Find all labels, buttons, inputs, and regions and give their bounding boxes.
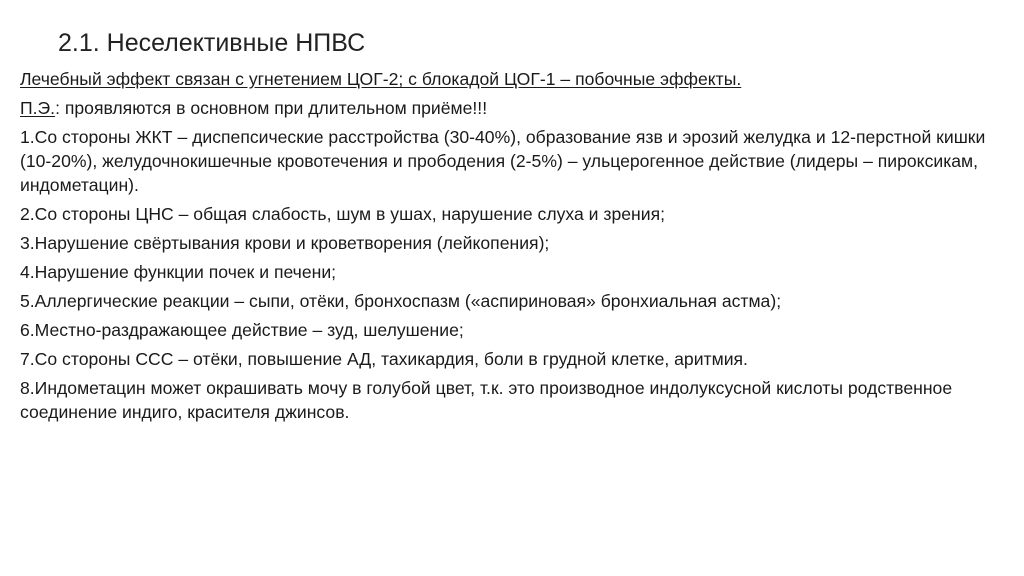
- list-item-8: 8.Индометацин может окрашивать мочу в голубой цвет, т.к. это производное индолуксусной кислоты родственное соединение индиго, красителя джинсов.: [20, 378, 953, 422]
- list-item-4: 4.Нарушение функции почек и печени;: [20, 262, 337, 282]
- slide-body: [20, 67, 1010, 429]
- slide-title: 2.1. Неселективные НПВС: [58, 29, 366, 57]
- side-effects-intro: [20, 96, 1010, 120]
- list-item-3: 3.Нарушение свёртывания крови и кроветворения (лейкопения);: [20, 233, 550, 253]
- list-item-2: 2.Со стороны ЦНС – общая слабость, шум в ушах, нарушение слуха и зрения;: [20, 204, 665, 224]
- pe-label: П.Э.: [20, 98, 56, 118]
- pe-text: : проявляются в основном при длительном приёме!!!: [55, 98, 488, 118]
- list-item-1: 1.Со стороны ЖКТ – диспепсические расстройства (30-40%), образование язв и эрозий желудка и 12-перстной кишки (10-20%), желудочнокишечные кровотечения и прободения (2-5%) – ульцерогенное действие (лидеры – пироксикам, индометацин).: [20, 127, 986, 195]
- list-item-5: 5.Аллергические реакции – сыпи, отёки, бронхоспазм («аспириновая» бронхиальная астма);: [20, 291, 782, 311]
- list-item-7: 7.Со стороны ССС – отёки, повышение АД, тахикардия, боли в грудной клетке, аритмия.: [20, 349, 748, 369]
- lead-paragraph: Лечебный эффект связан с угнетением ЦОГ-2; с блокадой ЦОГ-1 – побочные эффекты.: [20, 69, 742, 89]
- list-item-6: 6.Местно-раздражающее действие – зуд, шелушение;: [20, 320, 464, 340]
